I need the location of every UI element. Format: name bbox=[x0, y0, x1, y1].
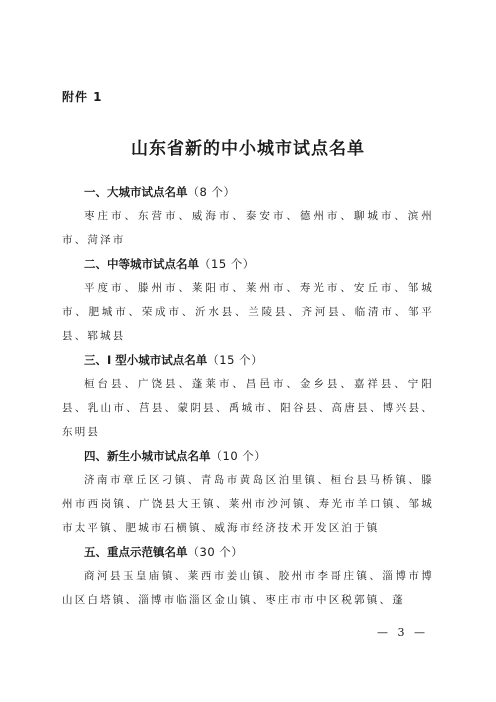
section-heading bbox=[62, 180, 434, 204]
section-large-cities bbox=[62, 180, 434, 252]
section-count: （30 个） bbox=[187, 545, 244, 559]
document-body bbox=[62, 180, 434, 612]
section-new-small-cities bbox=[62, 444, 434, 540]
attachment-label: 附件 1 bbox=[62, 90, 103, 104]
section-count: （15 个） bbox=[199, 257, 255, 271]
section-town-list: 商河县玉皇庙镇、莱西市姜山镇、胶州市李哥庄镇、淄博市博山区白塔镇、淄博市临淄区金山镇、枣庄市市中区税郭镇、蓬 bbox=[62, 570, 434, 606]
section-heading-text: 五、重点示范镇名单 bbox=[84, 545, 188, 559]
section-heading bbox=[62, 348, 434, 372]
section-count: （15 个） bbox=[207, 353, 264, 367]
section-heading bbox=[62, 444, 434, 468]
section-heading-text: 一、大城市试点名单 bbox=[84, 185, 188, 199]
section-heading-text: 三、I 型小城市试点名单 bbox=[84, 353, 208, 367]
section-heading-text: 二、中等城市试点名单 bbox=[84, 257, 199, 271]
page-number: — 3 — bbox=[377, 626, 428, 639]
section-city-list: 枣庄市、东营市、威海市、泰安市、德州市、聊城市、滨州市、菏泽市 bbox=[62, 210, 434, 246]
section-demonstration-towns bbox=[62, 540, 434, 612]
section-count: （10 个） bbox=[210, 449, 267, 463]
section-medium-cities bbox=[62, 252, 434, 348]
section-heading bbox=[62, 252, 434, 276]
section-count: （8 个） bbox=[187, 185, 236, 199]
section-city-list: 桓台县、广饶县、蓬莱市、昌邑市、金乡县、嘉祥县、宁阳县、乳山市、莒县、蒙阴县、禹城市、阳谷县、高唐县、博兴县、东明县 bbox=[62, 378, 434, 438]
section-city-list: 平度市、滕州市、莱阳市、莱州市、寿光市、安丘市、邹城市、肥城市、荣成市、沂水县、兰陵县、齐河县、临清市、邹平县、郓城县 bbox=[62, 282, 434, 342]
section-heading-text: 四、新生小城市试点名单 bbox=[84, 449, 211, 463]
section-town-list: 济南市章丘区刁镇、青岛市黄岛区泊里镇、桓台县马桥镇、滕州市西岗镇、广饶县大王镇、莱州市沙河镇、寿光市羊口镇、邹城市太平镇、肥城市石横镇、威海市经济技术开发区泊于镇 bbox=[62, 474, 434, 534]
section-heading bbox=[62, 540, 434, 564]
section-type1-small-cities bbox=[62, 348, 434, 444]
document-title: 山东省新的中小城市试点名单 bbox=[131, 139, 365, 159]
